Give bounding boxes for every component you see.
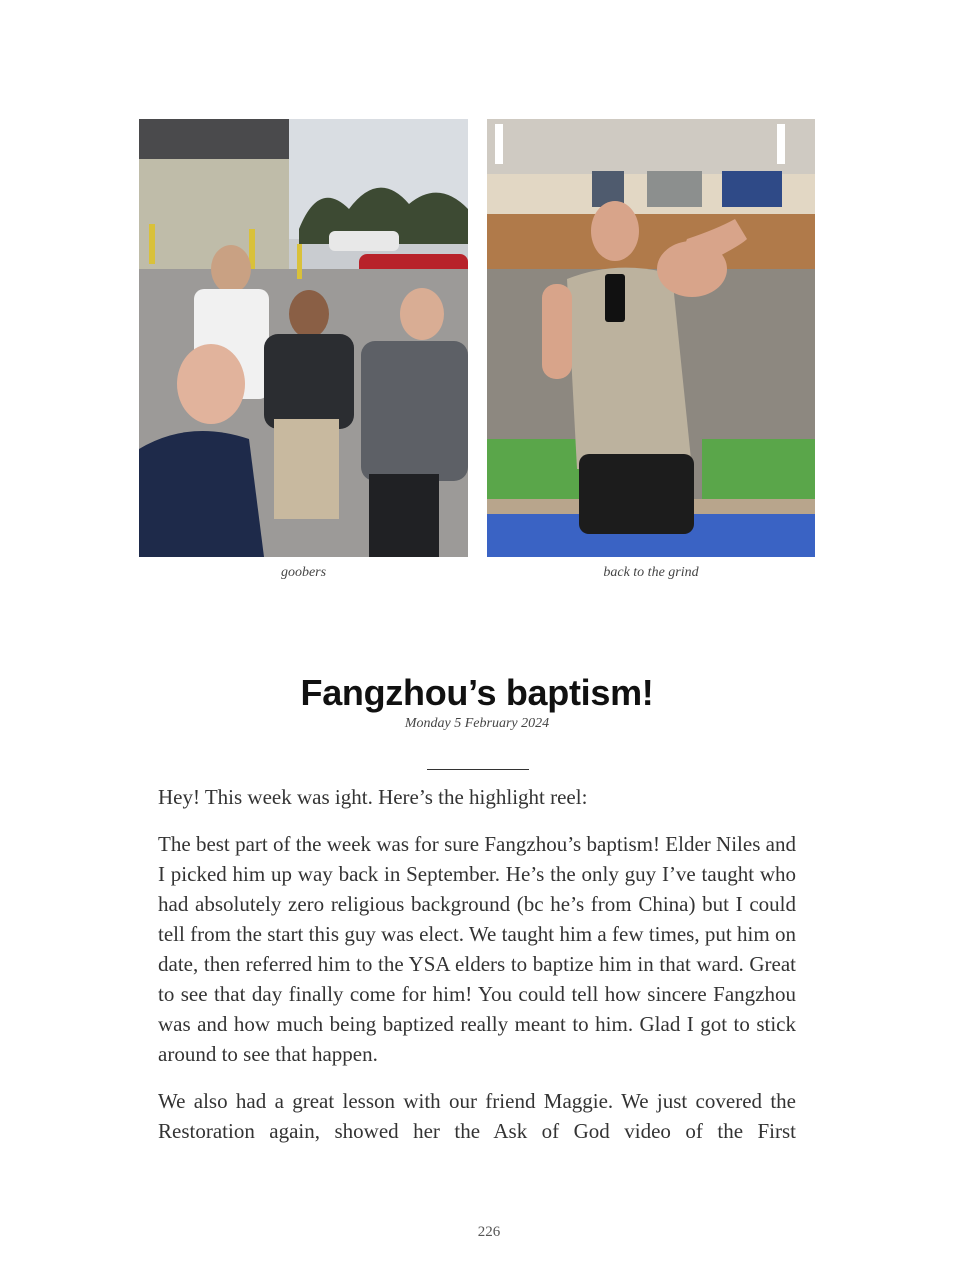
paragraph: Hey! This week was ight. Here’s the highlight reel: — [158, 785, 588, 809]
paragraph: We also had a great lesson with our friend Maggie. We just covered the Restoration again, showed her the Ask of God video of the First — [158, 1089, 796, 1143]
post-body — [158, 782, 796, 1163]
gym-selfie-photo — [487, 119, 815, 557]
page-number: 226 — [477, 1224, 501, 1240]
photo-caption-left: goobers — [280, 565, 327, 580]
group-selfie-photo — [139, 119, 468, 557]
post-title: Fangzhou’s baptism! — [300, 672, 654, 713]
title-divider — [427, 769, 529, 770]
paragraph: The best part of the week was for sure Fangzhou’s baptism! Elder Niles and I picked him up way back in September. He’s the only guy I’ve taught who had absolutely zero religious background (bc he’s from China) but I could tell from the start this guy was elect. We taught him a few times, put him on date, then referred him to the YSA elders to baptize him in that ward. Great to see that day finally come for him! You could tell how sincere Fangzhou was and how much being baptized really meant to him. Glad I got to stick around to see that happen. — [158, 832, 796, 1066]
photo-caption-right: back to the grind — [603, 565, 699, 580]
post-date: Monday 5 February 2024 — [404, 716, 550, 731]
